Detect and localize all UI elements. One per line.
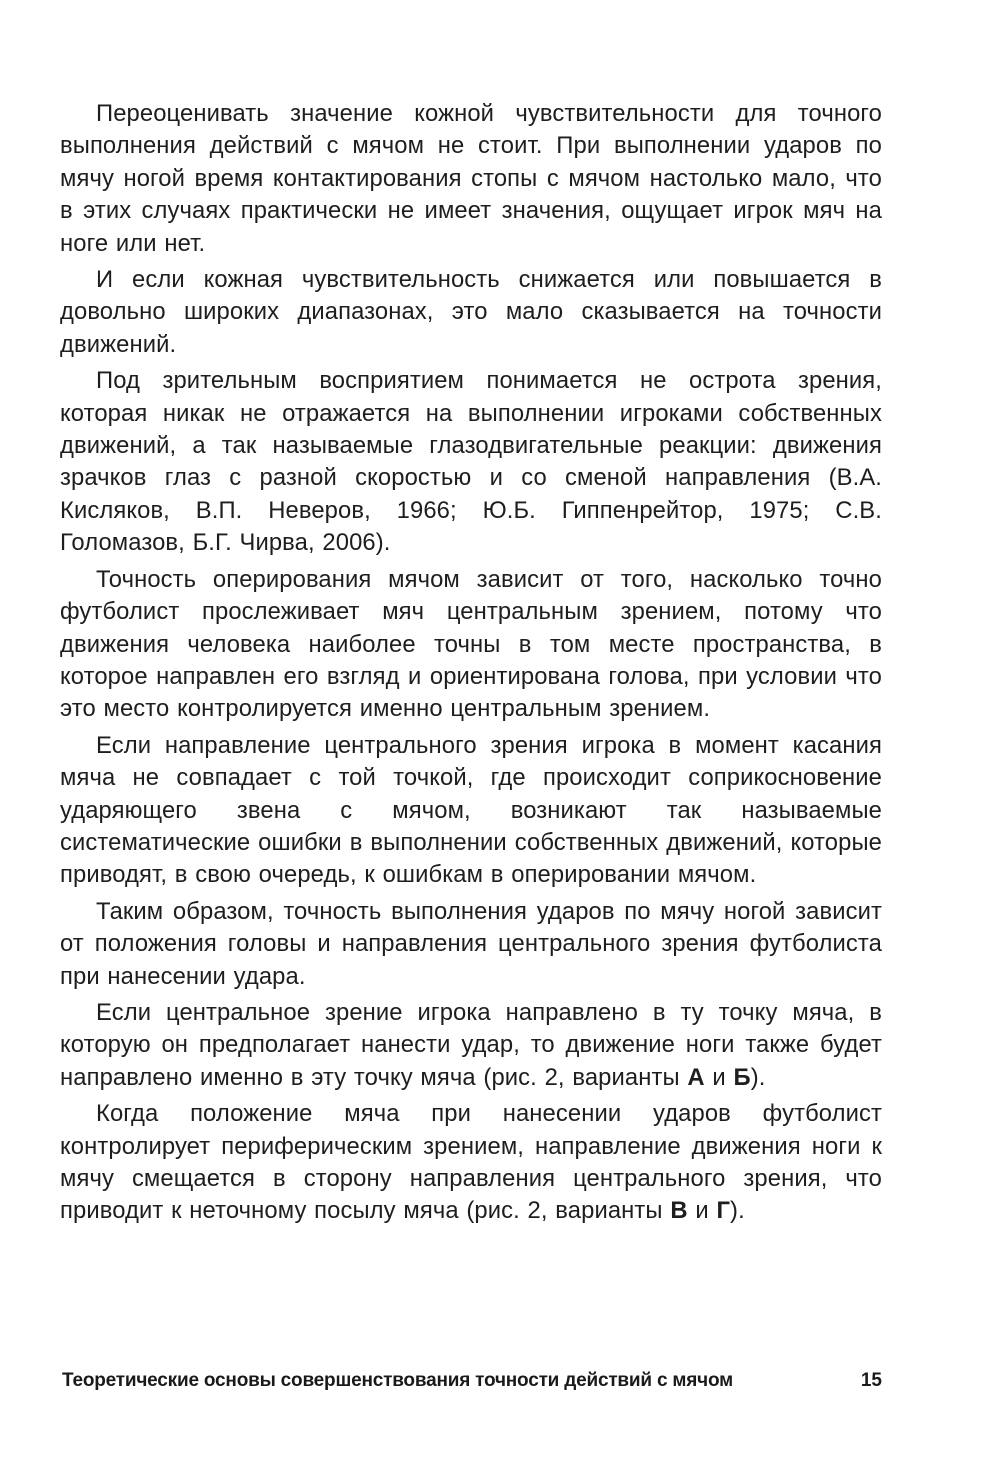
- page-footer: [62, 1370, 882, 1400]
- paragraph: Если направление центрального зрения игрока в момент касания мяча не совпадает с той точкой, где происходит соприкосновение ударяющего звена с мячом, возникают так называемые систематические ошибки в выполнении собственных движений, которые приводят, в свою очередь, к ошибкам в оперировании мячом.: [60, 731, 882, 889]
- conjunction: и: [704, 1063, 734, 1091]
- conjunction: и: [687, 1197, 717, 1225]
- paragraph: И если кожная чувствительность снижается или повышается в довольно широких диапазонах, это мало сказывается на точности движений.: [60, 266, 882, 358]
- paragraph-text: Когда положение мяча при нанесении ударов футболист контролирует периферическим зрением, направление движения ноги к мячу смещается в сторону направления центрального зрения, что приводит к неточному посылу мяча (рис. 2, варианты: [60, 1100, 882, 1225]
- variant-label: В: [670, 1197, 688, 1225]
- running-title: Теоретические основы совершенствования точности действий с мячом: [62, 1370, 733, 1391]
- variant-label: А: [687, 1063, 705, 1091]
- paragraph-with-figure-ref: [60, 997, 882, 1094]
- paragraph: Переоценивать значение кожной чувствительности для точного выполнения действий с мячом не стоит. При выполнении ударов по мячу ногой время контактирования стопы с мячом настолько мало, что в этих случаях практически не имеет значения, ощущает игрок мяч на ноге или нет.: [60, 100, 882, 257]
- paragraph: Таким образом, точность выполнения ударов по мячу ногой зависит от положения головы и направления центрального зрения футболиста при нанесении удара.: [60, 897, 882, 990]
- paragraph-text: Если центральное зрение игрока направлено в ту точку мяча, в которую он предполагает нанести удар, то движение ноги также будет направлено именно в эту точку мяча (рис. 2, варианты: [60, 998, 882, 1091]
- paragraph-with-figure-ref: [60, 1098, 882, 1228]
- variant-label: Г: [716, 1197, 731, 1225]
- page-number: 15: [860, 1370, 882, 1391]
- main-text: [60, 98, 882, 1232]
- paragraph-text: ).: [730, 1197, 745, 1225]
- paragraph: Точность оперирования мячом зависит от того, насколько точно футболист прослеживает мяч центральным зрением, потому что движения человека наиболее точны в том месте пространства, в которое направлен его взгляд и ориентирована голова, при условии что это место контролируется именно центральным зрением.: [60, 565, 882, 723]
- paragraph-text: ).: [750, 1063, 766, 1091]
- variant-label: Б: [733, 1063, 751, 1091]
- paragraph: Под зрительным восприятием понимается не острота зрения, которая никак не отражается на выполнении игроками собственных движений, а так называемые глазодвигательные реакции: движения зрачков глаз с разной скоростью и со сменой направления (В.А. Кисляков, В.П. Неверов, 1966; Ю.Б. Гиппенрейтор, 1975; С.В. Голомазов, Б.Г. Чирва, 2006).: [60, 367, 882, 557]
